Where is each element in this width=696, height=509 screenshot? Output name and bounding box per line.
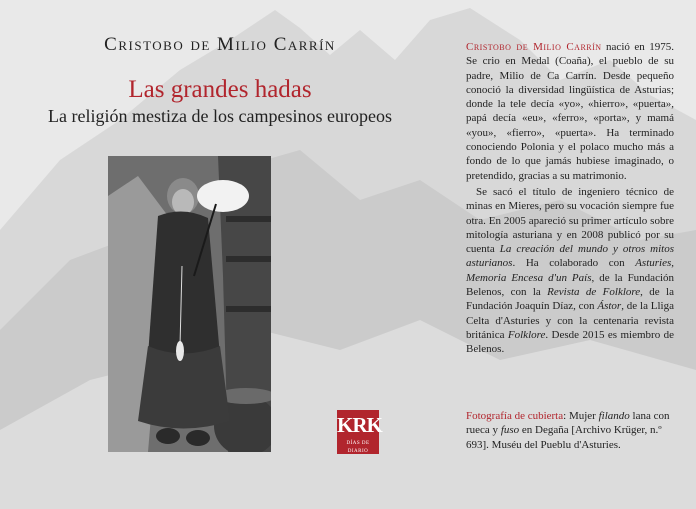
caption-label: Fotografía de cubierta [466, 410, 564, 422]
cover-title: Las grandes hadas [128, 76, 312, 103]
caption-text: lana con rueca y [466, 410, 670, 437]
author-bio [466, 40, 674, 357]
bio-publication-title: Revista de Folklore [547, 286, 641, 299]
bio-publication-title: Folklore [507, 328, 546, 341]
bio-p1-text: nació en 1975. Se crio en Medal (Coaña), el pueblo de su padre, Milio de Ca Carrín. Desde pequeño conoció la diversidad lingüística de Asturias; donde la tele decía «yo», «hierro», «puerta», papá decía «eu», «ferro», «porta», y mamá «you», «fierro», «puerta». Ha terminado conociendo Polonia y el polaco mucho más a fondo de lo que jamás hubiese imaginado, o pretendido, gracias a su matrimonio. [466, 41, 674, 182]
publisher-logo-subtext: DÍAS DE DIARIO [346, 441, 370, 454]
bio-publication-title: Ástor [597, 300, 622, 313]
bio-p2-text: Se sacó el título de ingeniero técnico de minas en Mieres, pero su vocación siempre fue otra. En 2005 apareció su primer artículo sobre mitología asturiana y en 2008 publicó por su cuenta [466, 185, 674, 256]
caption-term: filando [598, 410, 630, 422]
bio-p2-text: . Desde 2015 es miembro de Belenos. [466, 328, 674, 356]
photo-caption [466, 409, 674, 452]
bio-publication-title: Asturies, Memoria Encesa d'un País [466, 257, 674, 284]
woman-spinning-photo [108, 156, 271, 452]
bio-p2-text: , de la Lliga Celta d'Asturies y con la centenaria revista británica [466, 300, 674, 341]
bio-p2-text: , de la Fundación Joaquín Díaz, con [466, 286, 674, 313]
cover-subtitle: La religión mestiza de los campesinos europeos [48, 106, 392, 126]
bio-book-title: La creación del mundo y otros mitos asturianos [466, 243, 674, 270]
caption-text: en Degaña [Archivo Krüger, n.º 693]. Muséu del Pueblu d'Asturies. [466, 424, 662, 451]
bio-p2-text: , de la Fundación Belenos, con la [466, 271, 675, 299]
caption-term: fuso [500, 424, 520, 437]
publisher-logo [337, 410, 382, 454]
cover-photo [108, 156, 271, 452]
cover-author: Cristobo de Milio Carrín [104, 34, 336, 55]
caption-text: : Mujer [563, 410, 599, 422]
bio-paragraph-1 [466, 40, 674, 183]
bio-p2-text: . Ha colaborado con [512, 257, 636, 270]
bio-author-name: Cristobo de Milio Carrín [466, 41, 602, 53]
bio-paragraph-2 [466, 185, 674, 357]
publisher-logo-text: KRK [337, 413, 382, 437]
